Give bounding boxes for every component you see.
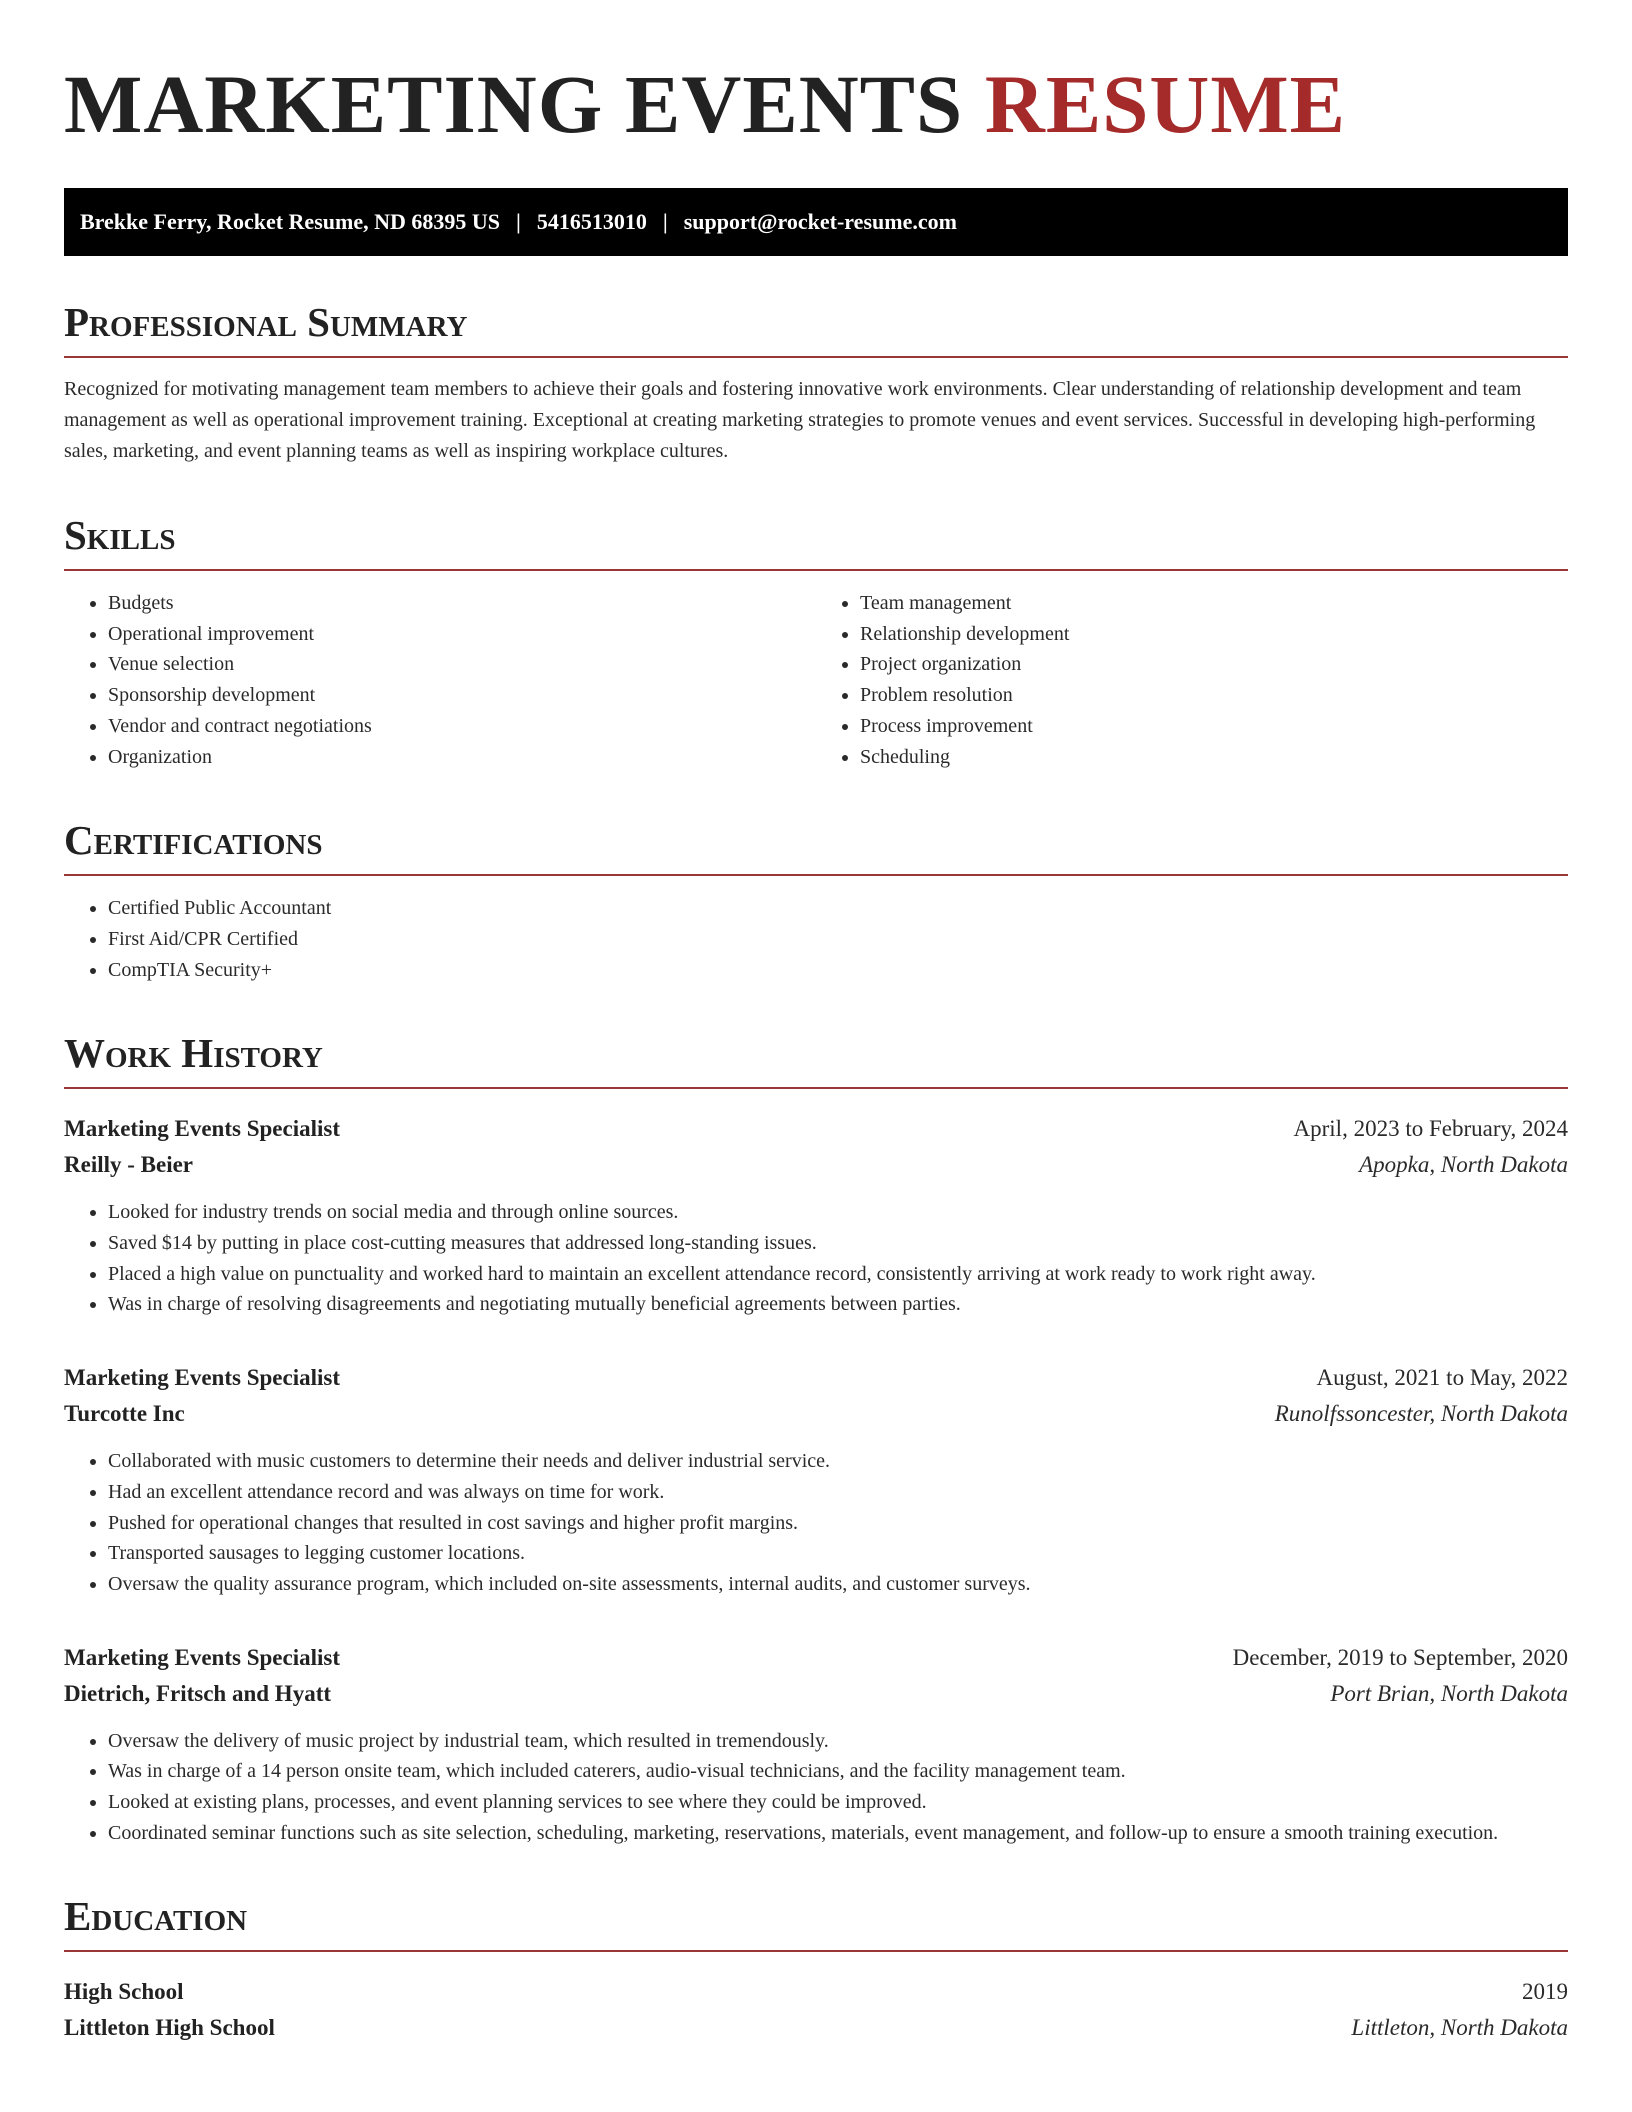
- education-section: [64, 1894, 1568, 2046]
- job-bullets: [64, 1726, 1568, 1849]
- job-company-row: [64, 1676, 1568, 1712]
- job-dates: August, 2021 to May, 2022: [1316, 1365, 1568, 1391]
- certifications-section: [64, 818, 1568, 985]
- resume-title: [64, 56, 1568, 152]
- certifications-list: [64, 893, 1568, 985]
- skill-item: • Relationship development: [860, 619, 1568, 650]
- skill-item: • Project organization: [860, 649, 1568, 680]
- job-bullet: • Placed a high value on punctuality and worked hard to maintain an excellent attendance record, consistently arriving at work ready to work right away.: [108, 1259, 1568, 1290]
- education-header-row: [64, 1974, 1568, 2010]
- job-bullet: • Was in charge of a 14 person onsite team, which included caterers, audio-visual technicians, and the facility management team.: [108, 1756, 1568, 1787]
- job-location: Runolfssoncester, North Dakota: [1274, 1401, 1568, 1427]
- title-accent: RESUME: [984, 58, 1347, 150]
- job-entry: [64, 1640, 1568, 1849]
- summary-text: Recognized for motivating management team members to achieve their goals and fostering innovative work environments. Clear understanding of relationship development and team management as well as operational improvement training. Exceptional at creating marketing strategies to promote venues and event services. Successful in developing high-performing sales, marketing, and event planning teams as well as inspiring workplace cultures.: [64, 378, 1536, 462]
- job-header-row: [64, 1360, 1568, 1396]
- education-school: Littleton High School: [64, 2015, 275, 2041]
- job-title: Marketing Events Specialist: [64, 1116, 340, 1142]
- skills-list-left: [64, 588, 816, 772]
- job-bullets: [64, 1446, 1568, 1600]
- skill-item: • Organization: [108, 742, 816, 773]
- work-history-section: [64, 1031, 1568, 1848]
- job-location: Port Brian, North Dakota: [1330, 1680, 1568, 1706]
- skill-item: • Venue selection: [108, 649, 816, 680]
- contact-separator: |: [662, 209, 668, 234]
- job-bullet: • Oversaw the delivery of music project by industrial team, which resulted in tremendously.: [108, 1726, 1568, 1757]
- job-bullet: • Coordinated seminar functions such as site selection, scheduling, marketing, reservations, materials, event management, and follow-up to ensure a smooth training execution.: [108, 1818, 1568, 1849]
- contact-bar: [64, 188, 1568, 256]
- job-company: Dietrich, Fritsch and Hyatt: [64, 1680, 332, 1706]
- skill-item: • Team management: [860, 588, 1568, 619]
- job-location: Apopka, North Dakota: [1359, 1152, 1568, 1178]
- job-company-row: [64, 1396, 1568, 1432]
- education-entry: [64, 1974, 1568, 2046]
- work-history-heading: Work History: [64, 1031, 1568, 1089]
- contact-separator: |: [515, 209, 521, 234]
- job-bullet: • Looked for industry trends on social media and through online sources.: [108, 1197, 1568, 1228]
- skills-heading: Skills: [64, 513, 1568, 571]
- education-school-row: [64, 2010, 1568, 2046]
- skills-section: [64, 513, 1568, 772]
- job-bullet: • Saved $14 by putting in place cost-cutting measures that addressed long-standing issues.: [108, 1228, 1568, 1259]
- job-title: Marketing Events Specialist: [64, 1365, 340, 1391]
- job-company: Reilly - Beier: [64, 1152, 194, 1178]
- job-bullet: • Collaborated with music customers to determine their needs and deliver industrial service.: [108, 1446, 1568, 1477]
- certifications-heading: Certifications: [64, 818, 1568, 876]
- certification-item: • Certified Public Accountant: [108, 893, 1568, 924]
- education-heading: Education: [64, 1894, 1568, 1952]
- skill-item: • Sponsorship development: [108, 680, 816, 711]
- job-bullet: • Transported sausages to legging customer locations.: [108, 1538, 1568, 1569]
- job-entry: [64, 1360, 1568, 1600]
- certification-item: • CompTIA Security+: [108, 955, 1568, 986]
- summary-section: [64, 300, 1568, 467]
- skills-grid: [64, 588, 1568, 772]
- job-dates: December, 2019 to September, 2020: [1232, 1644, 1568, 1670]
- education-location: Littleton, North Dakota: [1351, 2015, 1568, 2041]
- job-bullet: • Had an excellent attendance record and was always on time for work.: [108, 1477, 1568, 1508]
- job-company-row: [64, 1147, 1568, 1183]
- skill-item: • Budgets: [108, 588, 816, 619]
- job-header-row: [64, 1640, 1568, 1676]
- summary-heading: Professional Summary: [64, 300, 1568, 358]
- job-bullets: [64, 1197, 1568, 1320]
- job-header-row: [64, 1111, 1568, 1147]
- skill-item: • Problem resolution: [860, 680, 1568, 711]
- contact-email: support@rocket-resume.com: [683, 209, 957, 234]
- job-dates: April, 2023 to February, 2024: [1293, 1116, 1568, 1142]
- education-degree: High School: [64, 1979, 184, 2005]
- contact-address: Brekke Ferry, Rocket Resume, ND 68395 US: [80, 209, 500, 234]
- contact-phone: 5416513010: [536, 209, 647, 234]
- job-bullet: • Looked at existing plans, processes, and event planning services to see where they could be improved.: [108, 1787, 1568, 1818]
- education-year: 2019: [1522, 1979, 1568, 2005]
- job-bullet: • Was in charge of resolving disagreements and negotiating mutually beneficial agreements between parties.: [108, 1289, 1568, 1320]
- skill-item: • Operational improvement: [108, 619, 816, 650]
- skill-item: • Vendor and contract negotiations: [108, 711, 816, 742]
- job-company: Turcotte Inc: [64, 1401, 185, 1427]
- skills-list-right: [816, 588, 1568, 772]
- job-title: Marketing Events Specialist: [64, 1644, 340, 1670]
- certification-item: • First Aid/CPR Certified: [108, 924, 1568, 955]
- job-entry: [64, 1111, 1568, 1320]
- job-bullet: • Oversaw the quality assurance program, which included on-site assessments, internal audits, and customer surveys.: [108, 1569, 1568, 1600]
- skill-item: • Scheduling: [860, 742, 1568, 773]
- job-bullet: • Pushed for operational changes that resulted in cost savings and higher profit margins.: [108, 1508, 1568, 1539]
- skill-item: • Process improvement: [860, 711, 1568, 742]
- title-main: MARKETING EVENTS: [64, 58, 964, 150]
